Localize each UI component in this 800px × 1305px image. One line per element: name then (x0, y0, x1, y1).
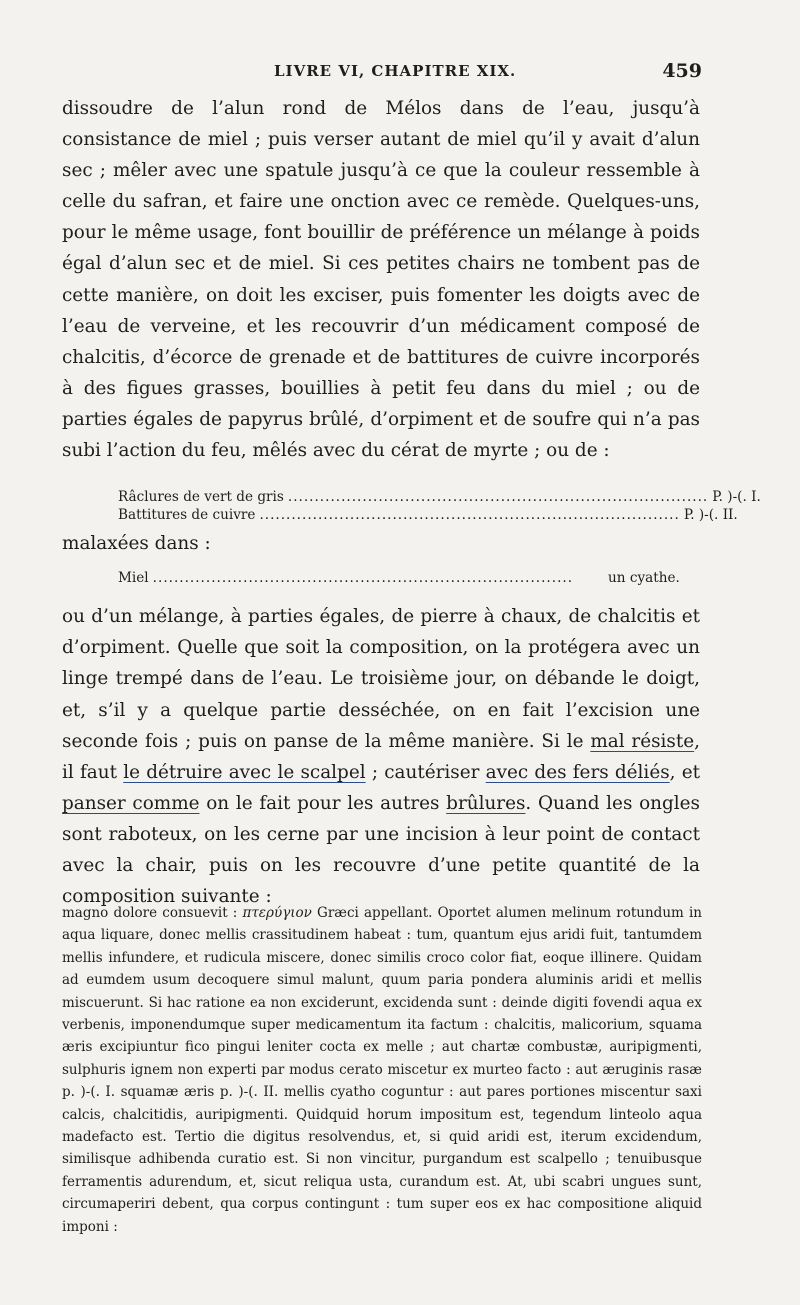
recipe-ingredient: Miel (118, 570, 149, 587)
text-span: , il faut (62, 730, 700, 783)
leader-dots: ............................................................................... (287, 489, 709, 506)
latin-footnote (62, 902, 702, 1238)
text-span: Græci appellant. Oportet alumen melinum rotundum in aqua liquare, donec mellis crassitudinem habeat : tum, quantum ejus aridi fuit, tantumdem mellis infundere, et rudicula miscere, donec similis croco color fiat, eoque illinere. Quidam ad eumdem usum decoquere simul malunt, quum paria pondera aluminis aridi et mellis miscuerunt. Si hac ratione ea non exciderunt, excidenda sunt : deinde digiti fovendi aqua ex verbenis, imponendumque super medicamentum ita factum : chalcitis, malicorium, squama æris excipiuntur fico pingui leniter cocta ex melle ; aut chartæ combustæ, auripigmenti, sulphuris ignem non experti par modus cerato miscetur ex murteo facto : aut æruginis rasæ p. )-(. I. squamæ æris p. )-(. II. mellis cyatho coguntur : aut pares portiones miscentur saxi calcis, chalcitidis, auripigmenti. Quidquid horum impositum est, tegendum linteolo aqua madefacto est. Tertio die digitus resolvendus, et, si quid aridi est, iterum excidendum, similisque adhibenda curatio est. Si non vincitur, purgandum est scalpello ; tenuibusque ferramentis adurendum, et, sicut reliqua usta, curandum est. At, ubi scabri ungues sunt, circumaperiri debent, qua corpus contingunt : tum super eos ex hac compositione aliquid imponi : (62, 905, 702, 1235)
recipe-quantity: un cyathe. (608, 570, 680, 587)
pencil-underline: le détruire avec le scalpel (123, 761, 366, 783)
running-head: LIVRE VI, CHAPITRE XIX. (274, 62, 517, 80)
pencil-underline: avec des fers déliés (485, 761, 670, 783)
text-span: on le fait pour les autres (199, 792, 447, 814)
page-number: 459 (662, 60, 702, 82)
leader-dots: ............................................................................... (152, 570, 574, 587)
text-span: magno dolore consuevit : (62, 905, 243, 921)
recipe-row (118, 569, 700, 587)
text-span: . Quand les ongles sont raboteux, on les cerne par une incision à leur point de contact avec la chair, puis on les recouvre d’une petite quantité de la composition suivante : (62, 792, 700, 908)
pencil-underline: panser comme (62, 792, 200, 814)
main-text (62, 93, 761, 912)
text-span: ; cautériser (365, 761, 486, 783)
recipe-ingredient: Râclures de vert de gris (118, 489, 284, 506)
recipe-quantity: P. )-(. II. (683, 507, 738, 524)
recipe-list-1 (118, 488, 761, 524)
paragraph-2 (62, 601, 700, 912)
recipe-row (118, 506, 738, 524)
greek-word: πτερύγιον (242, 905, 312, 921)
recipe-ingredient: Battitures de cuivre (118, 507, 256, 524)
footnote-paragraph (62, 902, 702, 1238)
page-header (62, 60, 702, 90)
text-span: ou d’un mélange, à parties égales, de pierre à chaux, de chalcitis et d’orpiment. Quelle que soit la composition, on la protégera avec un linge trempé dans de l’eau. Le troisième jour, on débande le doigt, et, s’il y a quelque partie desséchée, on en fait l’excision une seconde fois ; puis on panse de la même manière. Si le (62, 606, 700, 752)
leader-dots: ............................................................................... (259, 507, 680, 524)
pencil-underline: mal résiste (590, 730, 695, 752)
recipe-quantity: P. )-(. I. (712, 489, 761, 506)
text-span: , et (669, 761, 700, 783)
malaxes-line: malaxées dans : (62, 533, 211, 555)
recipe-row (118, 488, 761, 506)
pencil-underline: brûlures (446, 792, 526, 814)
paragraph-1: dissoudre de l’alun rond de Mélos dans de l’eau, jusqu’à consistance de miel ; puis verser autant de miel qu’il y avait d’alun sec ; mêler avec une spatule jusqu’à ce que la couleur ressemble à celle du safran, et faire une onction avec ce remède. Quelques-uns, pour le même usage, font bouillir de préférence un mélange à poids égal d’alun sec et de miel. Si ces petites chairs ne tombent pas de cette manière, on doit les exciser, puis fomenter les doigts avec de l’eau de verveine, et les recouvrir d’un médicament composé de chalcitis, d’écorce de grenade et de battitures de cuivre incorporés à des figues grasses, bouillies à petit feu dans du miel ; ou de parties égales de papyrus brûlé, d’orpiment et de soufre qui n’a pas subi l’action du feu, mêlés avec du cérat de myrte ; ou de : (62, 98, 700, 462)
recipe-list-2 (118, 569, 700, 587)
